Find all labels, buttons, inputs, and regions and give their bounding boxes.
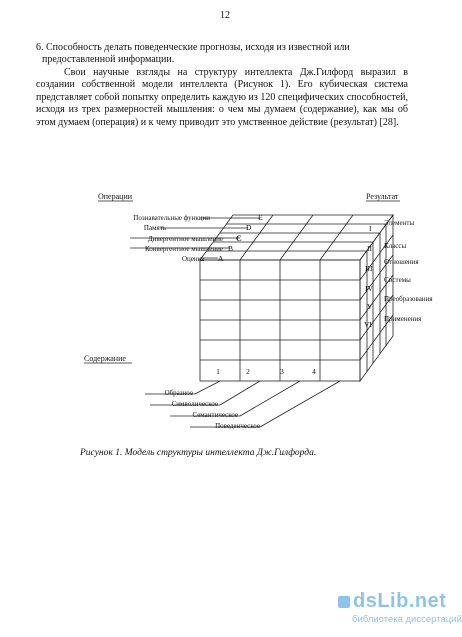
watermark-name: dsLib.net	[353, 590, 447, 612]
dslib-logo-icon	[338, 596, 350, 608]
content-title: Содержание	[84, 354, 126, 363]
top-grid-line	[320, 215, 353, 260]
results-title: Результат	[366, 192, 399, 201]
result-label: Преобразования	[384, 295, 433, 303]
top-grid-line	[280, 215, 313, 260]
content-label: Семантическое	[192, 411, 238, 419]
operation-label: Память	[143, 224, 166, 232]
operation-label: Дивергентное мышление	[148, 235, 223, 243]
guilford-cube-diagram	[70, 185, 433, 440]
result-numeral: I	[369, 224, 372, 233]
operation-letter: C	[236, 234, 242, 243]
operation-letter: A	[218, 254, 224, 263]
content-leader	[220, 381, 260, 405]
content-label: Поведенческое	[215, 422, 260, 430]
top-grid-line	[240, 215, 273, 260]
list-item-6	[36, 42, 396, 66]
page-number: 12	[220, 10, 230, 21]
content-leader	[195, 381, 220, 394]
content-number: 2	[246, 367, 250, 376]
result-numeral: II	[367, 244, 372, 253]
content-leader	[260, 381, 340, 427]
dslib-watermark	[338, 590, 462, 634]
operation-letter: D	[246, 223, 252, 232]
result-label: Системы	[384, 276, 411, 284]
content-number: 4	[312, 367, 316, 376]
operation-label: Конвергентное мышление	[144, 245, 223, 253]
operations-title: Операции	[98, 192, 133, 201]
content-number: 1	[216, 367, 220, 376]
item6-line-2: предоставленной информации.	[42, 54, 175, 65]
result-label: Применения	[384, 315, 422, 323]
content-number: 3	[280, 367, 284, 376]
operation-letter: E	[258, 213, 263, 222]
watermark-subtitle: библиотека диссертаций	[352, 614, 462, 625]
content-label: Образное	[164, 389, 193, 397]
result-numeral: V	[367, 302, 373, 311]
result-label: Классы	[384, 242, 407, 250]
operation-label: Познавательные функции	[133, 214, 210, 222]
result-numeral: VI	[364, 320, 372, 329]
result-label: Отношения	[384, 258, 419, 266]
result-label: Элементы	[384, 219, 415, 227]
result-numeral: IV	[365, 284, 373, 293]
result-numeral: III	[365, 264, 373, 273]
content-label: Символическое	[171, 400, 218, 408]
figure-caption: Рисунок 1. Модель структуры интеллекта Дж.Гилфорда.	[80, 448, 317, 458]
item6-line-1: 6. Способность делать поведенческие прогнозы, исходя из известной или	[36, 42, 350, 53]
operation-label: Оценка	[181, 255, 204, 263]
body-paragraph: Свои научные взгляды на структуру интеллекта Дж.Гилфорд выразил в создании собственной модели интеллекта (Рисунок 1). Его кубическая система представляет собой попытку определить каждую из 120 специфических способностей, исходя из трех размерностей мышления: о чем мы думаем (содержание), как мы об этом думаем (операция) и к чему приводит это умственное действие (результат) [28].	[36, 67, 408, 128]
content-leader	[240, 381, 300, 416]
operation-letter: B	[228, 244, 234, 253]
